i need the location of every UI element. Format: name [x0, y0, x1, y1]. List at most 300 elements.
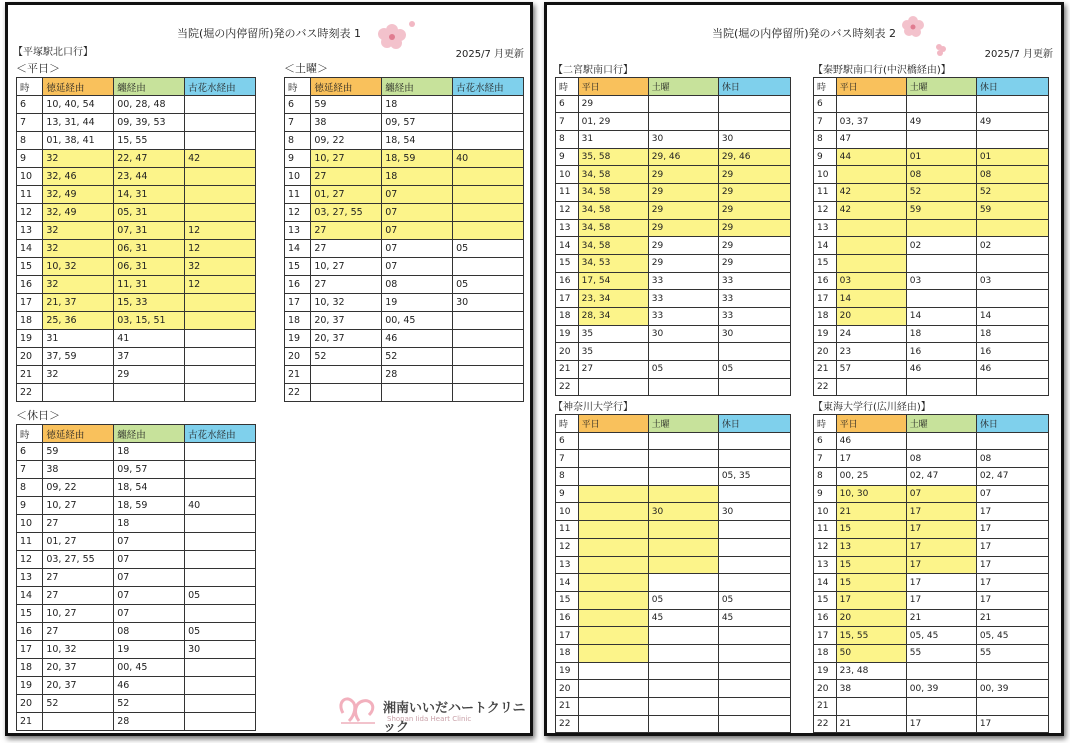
table-row	[814, 468, 1049, 486]
heart-logo-icon	[335, 693, 381, 727]
table-row	[814, 378, 1049, 396]
time-cell	[185, 605, 256, 623]
hour-cell: 12	[285, 204, 311, 222]
time-cell: 15	[836, 574, 906, 592]
table-row	[285, 348, 524, 366]
time-cell: 05, 35	[718, 468, 790, 486]
time-cell	[648, 485, 718, 503]
time-cell: 23	[836, 343, 906, 361]
page-title: 当院(堀の内停留所)発のバス時刻表 1	[176, 27, 362, 40]
column-header: 平日	[836, 78, 906, 96]
time-cell	[648, 113, 718, 131]
time-cell	[185, 443, 256, 461]
hour-cell: 14	[556, 574, 579, 592]
time-cell: 29	[648, 201, 718, 219]
column-header: 平日	[578, 78, 648, 96]
header-row	[556, 415, 791, 433]
time-cell	[185, 330, 256, 348]
time-cell	[836, 95, 906, 113]
column-header: 時	[17, 78, 43, 96]
time-cell: 30	[718, 503, 790, 521]
time-cell	[718, 432, 790, 450]
time-cell	[906, 698, 976, 716]
table-row	[17, 641, 256, 659]
hour-cell: 14	[17, 240, 43, 258]
time-cell: 09, 22	[43, 479, 114, 497]
time-cell: 59	[906, 201, 976, 219]
time-cell	[976, 662, 1048, 680]
time-cell: 22, 47	[114, 150, 185, 168]
time-cell: 49	[976, 113, 1048, 131]
time-cell: 41	[114, 330, 185, 348]
table-row	[814, 644, 1049, 662]
column-header: 纏経由	[114, 78, 185, 96]
time-cell: 17	[906, 538, 976, 556]
time-cell: 05	[185, 587, 256, 605]
hour-cell: 11	[17, 186, 43, 204]
route-table-tokai-univ	[813, 414, 1049, 733]
timetable-page-2	[544, 2, 1064, 736]
time-cell	[976, 219, 1048, 237]
hour-cell: 7	[814, 113, 837, 131]
hour-cell: 8	[814, 131, 837, 149]
route-table-kanagawa-univ	[555, 414, 791, 733]
time-cell: 52	[43, 695, 114, 713]
hour-cell: 18	[17, 659, 43, 677]
hour-cell: 19	[17, 677, 43, 695]
table-row	[17, 168, 256, 186]
time-cell: 30	[185, 641, 256, 659]
table-row	[556, 361, 791, 379]
time-cell	[648, 538, 718, 556]
time-cell	[578, 378, 648, 396]
hour-cell: 20	[814, 680, 837, 698]
hour-cell: 9	[285, 150, 311, 168]
hour-cell: 10	[17, 515, 43, 533]
saturday-label: ＜土曜＞	[284, 62, 328, 75]
time-cell: 17	[836, 450, 906, 468]
table-row	[17, 276, 256, 294]
time-cell: 29	[718, 201, 790, 219]
hour-cell: 15	[556, 591, 579, 609]
time-cell: 03	[976, 272, 1048, 290]
time-cell: 29, 46	[718, 148, 790, 166]
time-cell: 15, 55	[836, 627, 906, 645]
time-cell	[578, 468, 648, 486]
time-cell: 05	[718, 361, 790, 379]
time-cell	[185, 479, 256, 497]
time-cell	[453, 96, 524, 114]
hour-cell: 21	[556, 698, 579, 716]
table-row	[556, 272, 791, 290]
time-cell: 17	[906, 574, 976, 592]
time-cell: 17	[906, 556, 976, 574]
updated-date: 2025/7 月更新	[984, 49, 1053, 60]
time-cell: 16	[906, 343, 976, 361]
time-cell: 00, 39	[906, 680, 976, 698]
table-row	[814, 538, 1049, 556]
hour-cell: 17	[17, 641, 43, 659]
hour-cell: 20	[17, 695, 43, 713]
hour-cell: 16	[17, 623, 43, 641]
time-cell: 20	[836, 609, 906, 627]
table-row	[17, 623, 256, 641]
table-row	[17, 569, 256, 587]
time-cell	[185, 384, 256, 402]
column-header: 纏経由	[382, 78, 453, 96]
time-cell	[185, 114, 256, 132]
header-row	[556, 78, 791, 96]
time-cell	[906, 378, 976, 396]
time-cell: 29	[648, 166, 718, 184]
time-cell: 07	[114, 533, 185, 551]
column-header: 土曜	[648, 78, 718, 96]
time-cell	[976, 378, 1048, 396]
hour-cell: 15	[814, 591, 837, 609]
header-row	[17, 78, 256, 96]
time-cell	[976, 432, 1048, 450]
column-header: 休日	[718, 415, 790, 433]
time-cell: 30	[718, 131, 790, 149]
time-cell	[453, 132, 524, 150]
time-cell: 20, 37	[43, 659, 114, 677]
table-row	[814, 503, 1049, 521]
hour-cell: 20	[814, 343, 837, 361]
time-cell: 10, 32	[311, 294, 382, 312]
table-row	[814, 307, 1049, 325]
time-cell	[718, 715, 790, 733]
time-cell: 00, 45	[114, 659, 185, 677]
table-row	[17, 605, 256, 623]
time-cell	[906, 254, 976, 272]
time-cell	[185, 204, 256, 222]
hour-cell: 12	[17, 551, 43, 569]
table-row	[556, 219, 791, 237]
column-header: 休日	[718, 78, 790, 96]
table-row	[17, 132, 256, 150]
table-row	[814, 343, 1049, 361]
column-header: 徳延経由	[43, 425, 114, 443]
column-header: 徳延経由	[43, 78, 114, 96]
table-row	[17, 533, 256, 551]
time-cell: 27	[311, 222, 382, 240]
table-row	[285, 384, 524, 402]
hour-cell: 7	[17, 114, 43, 132]
time-cell: 18, 59	[382, 150, 453, 168]
time-cell: 29	[718, 219, 790, 237]
table-row	[285, 276, 524, 294]
hour-cell: 8	[556, 468, 579, 486]
hour-cell: 12	[556, 538, 579, 556]
table-row	[814, 591, 1049, 609]
time-cell	[578, 521, 648, 539]
table-row	[285, 294, 524, 312]
time-cell: 18, 54	[382, 132, 453, 150]
table-row	[285, 168, 524, 186]
time-cell: 00, 28, 48	[114, 96, 185, 114]
time-cell	[836, 166, 906, 184]
time-cell: 40	[185, 497, 256, 515]
time-cell: 15, 33	[114, 294, 185, 312]
time-cell: 16	[976, 343, 1048, 361]
time-cell: 38	[311, 114, 382, 132]
time-cell: 34, 58	[578, 184, 648, 202]
time-cell: 10, 27	[43, 605, 114, 623]
time-cell: 49	[906, 113, 976, 131]
time-cell: 17, 54	[578, 272, 648, 290]
time-cell: 45	[648, 609, 718, 627]
time-cell: 55	[906, 644, 976, 662]
time-cell	[185, 348, 256, 366]
time-cell: 46	[906, 361, 976, 379]
time-cell: 32, 46	[43, 168, 114, 186]
time-cell: 17	[906, 521, 976, 539]
clinic-logo	[335, 693, 535, 735]
time-cell: 10, 32	[43, 258, 114, 276]
time-cell: 18	[382, 96, 453, 114]
time-cell	[453, 114, 524, 132]
time-cell: 14	[906, 307, 976, 325]
hour-cell: 17	[556, 627, 579, 645]
time-cell: 28	[382, 366, 453, 384]
time-cell: 08	[906, 450, 976, 468]
time-cell: 07	[382, 222, 453, 240]
hour-cell: 9	[17, 497, 43, 515]
hour-cell: 21	[556, 361, 579, 379]
time-cell	[976, 95, 1048, 113]
time-cell	[718, 680, 790, 698]
column-header: 時	[556, 415, 579, 433]
table-row	[285, 114, 524, 132]
time-cell: 00, 25	[836, 468, 906, 486]
time-cell: 08	[382, 276, 453, 294]
time-cell: 40	[453, 150, 524, 168]
time-cell: 09, 22	[311, 132, 382, 150]
hour-cell: 8	[17, 479, 43, 497]
time-cell	[185, 96, 256, 114]
time-cell	[453, 204, 524, 222]
table-row	[814, 201, 1049, 219]
column-header: 古花水経由	[185, 78, 256, 96]
route-label: 【東海大学行(広川経由)】	[813, 402, 931, 413]
hour-cell: 19	[17, 330, 43, 348]
time-cell	[185, 366, 256, 384]
time-cell	[578, 556, 648, 574]
time-cell: 08	[906, 166, 976, 184]
time-cell: 20, 37	[311, 330, 382, 348]
time-cell: 06, 31	[114, 258, 185, 276]
time-cell	[185, 695, 256, 713]
hour-cell: 20	[285, 348, 311, 366]
time-cell: 32	[43, 366, 114, 384]
table-row	[556, 290, 791, 308]
time-cell: 01	[906, 148, 976, 166]
column-header: 土曜	[648, 415, 718, 433]
hour-cell: 22	[556, 715, 579, 733]
hour-cell: 10	[556, 503, 579, 521]
time-cell	[648, 468, 718, 486]
timetable-page-1	[5, 2, 533, 736]
table-row	[17, 497, 256, 515]
time-cell: 29	[648, 237, 718, 255]
table-row	[814, 556, 1049, 574]
time-cell	[185, 312, 256, 330]
clinic-name: 湘南いいだハートクリニック	[383, 701, 526, 735]
time-cell: 10, 30	[836, 485, 906, 503]
time-cell: 13	[836, 538, 906, 556]
time-cell	[185, 294, 256, 312]
time-cell: 33	[718, 290, 790, 308]
time-cell	[578, 644, 648, 662]
time-cell: 12	[185, 240, 256, 258]
time-cell: 50	[836, 644, 906, 662]
column-header: 時	[556, 78, 579, 96]
time-cell: 15	[836, 521, 906, 539]
time-cell	[648, 662, 718, 680]
weekday-label: ＜平日＞	[16, 62, 60, 75]
table-row	[285, 366, 524, 384]
hour-cell: 6	[814, 432, 837, 450]
table-row	[17, 461, 256, 479]
time-cell: 08	[114, 623, 185, 641]
hour-cell: 16	[556, 272, 579, 290]
time-cell: 55	[976, 644, 1048, 662]
hour-cell: 11	[814, 184, 837, 202]
time-cell	[648, 715, 718, 733]
time-cell: 32	[43, 222, 114, 240]
page-title: 当院(堀の内停留所)発のバス時刻表 2	[711, 27, 897, 40]
hour-cell: 13	[556, 556, 579, 574]
table-row	[17, 659, 256, 677]
time-cell	[648, 450, 718, 468]
table-row	[556, 166, 791, 184]
time-cell: 34, 58	[578, 201, 648, 219]
column-header: 時	[814, 78, 837, 96]
route-label: 【秦野駅南口行(中沢橋経由)】	[813, 65, 951, 76]
time-cell	[578, 591, 648, 609]
hour-cell: 19	[556, 662, 579, 680]
time-cell	[578, 450, 648, 468]
hour-cell: 20	[556, 680, 579, 698]
hour-cell: 19	[285, 330, 311, 348]
route-table-hadano	[813, 77, 1049, 396]
time-cell	[185, 132, 256, 150]
hour-cell: 21	[814, 698, 837, 716]
time-cell: 14, 31	[114, 186, 185, 204]
time-cell: 17	[906, 503, 976, 521]
time-cell: 07	[382, 240, 453, 258]
header-row	[814, 78, 1049, 96]
hour-cell: 14	[556, 237, 579, 255]
time-cell	[718, 113, 790, 131]
time-cell: 32	[43, 240, 114, 258]
hour-cell: 14	[814, 574, 837, 592]
time-cell: 27	[578, 361, 648, 379]
table-row	[556, 609, 791, 627]
time-cell	[453, 384, 524, 402]
time-cell: 42	[185, 150, 256, 168]
time-cell: 28	[114, 713, 185, 731]
route-table-ninomiya	[555, 77, 791, 396]
time-cell: 38	[43, 461, 114, 479]
hour-cell: 18	[17, 312, 43, 330]
time-cell: 29	[718, 237, 790, 255]
hour-cell: 11	[285, 186, 311, 204]
time-cell: 52	[906, 184, 976, 202]
time-cell: 01	[976, 148, 1048, 166]
hour-cell: 16	[814, 272, 837, 290]
table-row	[556, 201, 791, 219]
hour-cell: 15	[285, 258, 311, 276]
table-row	[285, 186, 524, 204]
table-row	[556, 538, 791, 556]
time-cell	[976, 290, 1048, 308]
time-cell: 42	[836, 201, 906, 219]
hour-cell: 16	[556, 609, 579, 627]
time-cell: 02	[976, 237, 1048, 255]
time-cell: 19	[382, 294, 453, 312]
hour-cell: 12	[814, 538, 837, 556]
time-cell: 34, 58	[578, 166, 648, 184]
time-cell: 07	[382, 204, 453, 222]
hour-cell: 13	[814, 219, 837, 237]
time-cell: 52	[311, 348, 382, 366]
table-row	[556, 521, 791, 539]
table-row	[17, 587, 256, 605]
time-cell: 20, 37	[43, 677, 114, 695]
table-row	[556, 254, 791, 272]
time-cell	[311, 384, 382, 402]
table-row	[556, 468, 791, 486]
time-cell	[578, 485, 648, 503]
table-row	[285, 150, 524, 168]
time-cell	[648, 698, 718, 716]
time-cell	[976, 131, 1048, 149]
column-header: 纏経由	[114, 425, 185, 443]
column-header: 古花水経由	[185, 425, 256, 443]
table-row	[17, 240, 256, 258]
time-cell: 37, 59	[43, 348, 114, 366]
time-cell	[185, 551, 256, 569]
time-cell: 42	[836, 184, 906, 202]
time-cell: 21	[906, 609, 976, 627]
column-header: 古花水経由	[453, 78, 524, 96]
time-cell: 27	[43, 587, 114, 605]
time-cell: 27	[311, 276, 382, 294]
table-row	[17, 312, 256, 330]
hour-cell: 22	[556, 378, 579, 396]
table-row	[556, 662, 791, 680]
time-cell: 09, 57	[114, 461, 185, 479]
hour-cell: 15	[556, 254, 579, 272]
time-cell	[906, 290, 976, 308]
time-cell	[43, 713, 114, 731]
time-cell: 18	[382, 168, 453, 186]
time-cell	[185, 713, 256, 731]
time-cell: 47	[836, 131, 906, 149]
table-row	[17, 330, 256, 348]
time-cell: 29	[114, 366, 185, 384]
time-cell: 17	[976, 521, 1048, 539]
table-row	[814, 166, 1049, 184]
table-row	[17, 551, 256, 569]
hour-cell: 20	[17, 348, 43, 366]
table-row	[556, 591, 791, 609]
time-cell	[906, 219, 976, 237]
table-row	[814, 680, 1049, 698]
table-row	[285, 222, 524, 240]
time-cell: 46	[976, 361, 1048, 379]
